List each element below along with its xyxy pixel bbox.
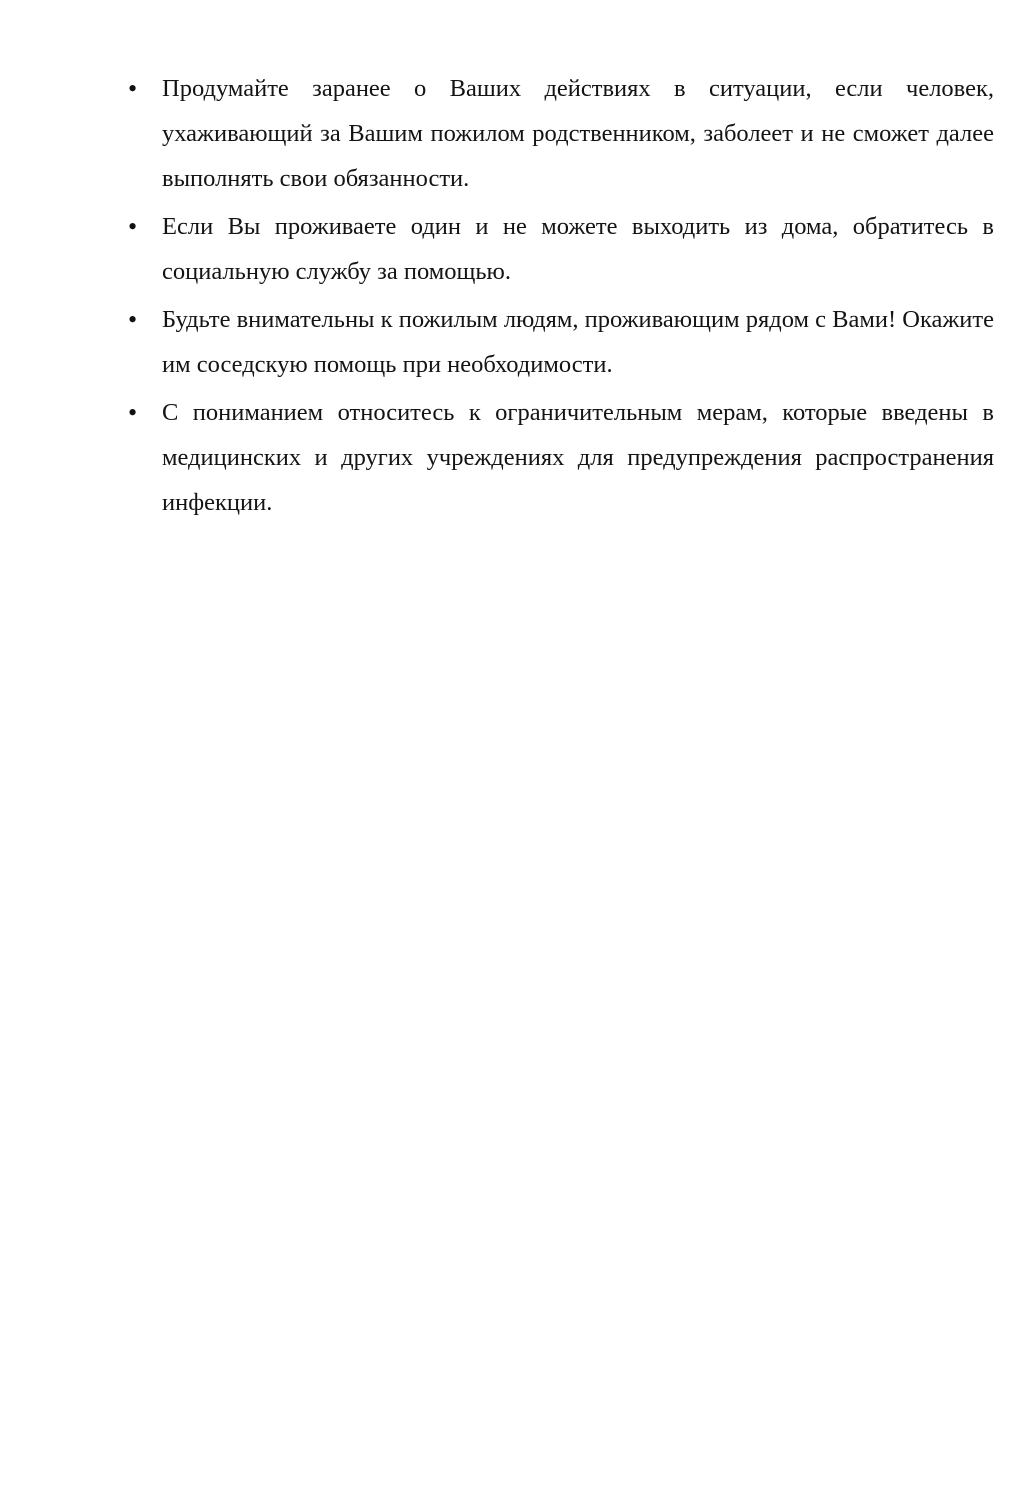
- list-item: [128, 66, 994, 201]
- list-item: [128, 297, 994, 387]
- list-item: [128, 204, 994, 294]
- list-item-text: Продумайте заранее о Ваших действиях в ситуации, если человек, ухаживающий за Вашим пожилом родственником, заболеет и не сможет далее выполнять свои обязанности.: [162, 75, 994, 192]
- list-item: [128, 390, 994, 525]
- list-item-text: С пониманием относитесь к ограничительным мерам, которые введены в медицинских и других учреждениях для предупреждения распространения инфекции.: [162, 399, 994, 516]
- list-item-text: Будьте внимательны к пожилым людям, проживающим рядом с Вами! Окажите им соседскую помощь при необходимости.: [162, 306, 994, 378]
- list-item-text: Если Вы проживаете один и не можете выходить из дома, обратитесь в социальную службу за помощью.: [162, 213, 994, 285]
- bullet-icon: •: [128, 305, 138, 334]
- bullet-icon: •: [128, 74, 138, 103]
- bullet-icon: •: [128, 212, 138, 241]
- recommendations-list: [128, 66, 994, 528]
- bullet-icon: •: [128, 398, 138, 427]
